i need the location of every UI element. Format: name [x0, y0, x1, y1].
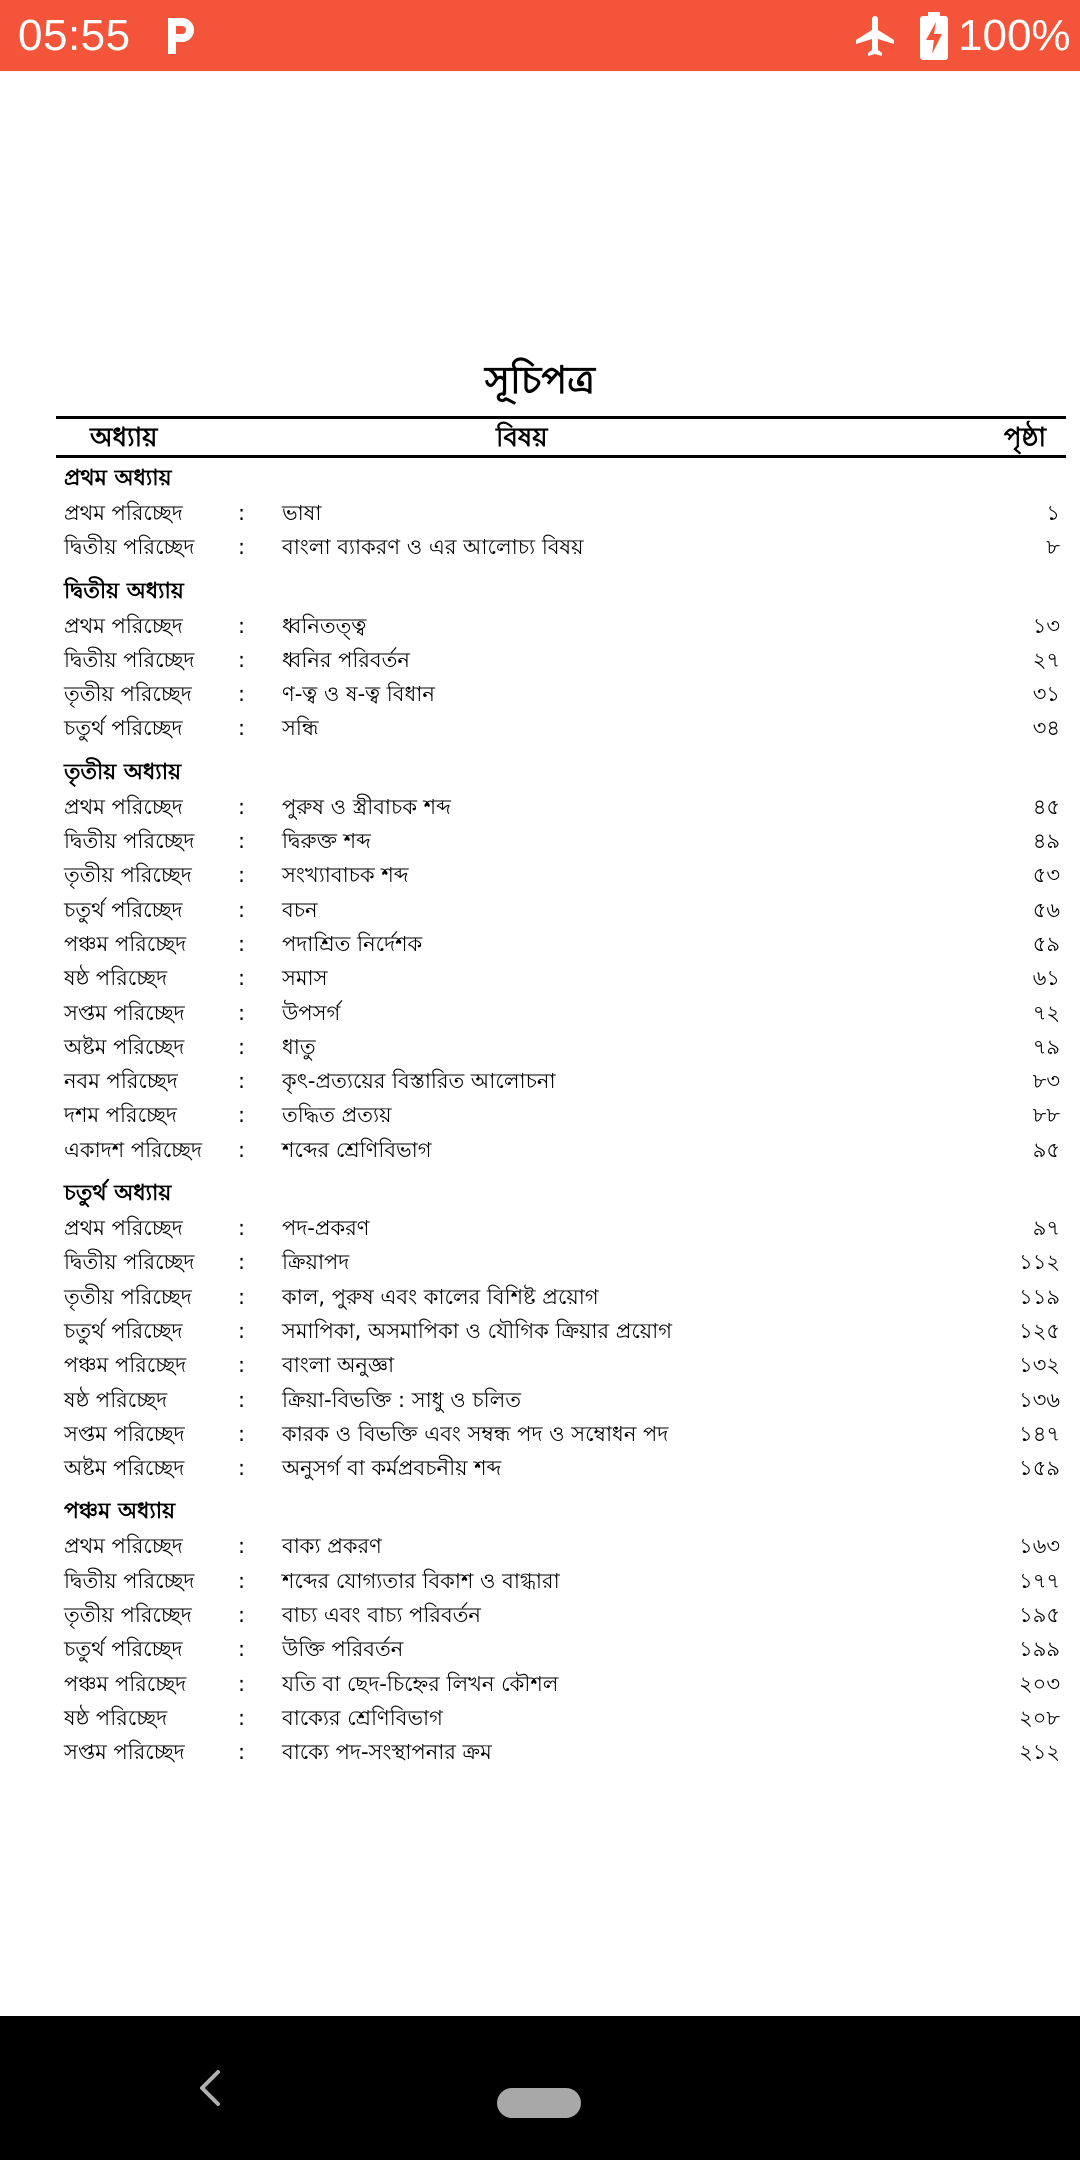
- topic-label: কারক ও বিভক্তি এবং সম্বন্ধ পদ ও সম্বোধন পদ: [282, 1421, 669, 1446]
- page-number: ১: [1046, 501, 1060, 525]
- toc-row[interactable]: [64, 858, 1060, 892]
- separator-colon: :: [238, 1216, 246, 1241]
- toc-row[interactable]: [64, 1701, 1060, 1735]
- page-number: ১৩: [1032, 613, 1060, 638]
- separator-colon: :: [238, 1000, 246, 1025]
- page-number: ৫৬: [1032, 897, 1060, 922]
- separator-colon: :: [238, 647, 246, 672]
- page-number: ৫৩: [1032, 863, 1060, 888]
- header-subject: বিষয়: [496, 423, 548, 453]
- toc-row[interactable]: [64, 711, 1060, 745]
- section-label: প্রথম পরিচ্ছেদ: [64, 613, 183, 638]
- page-number: ১৫৯: [1019, 1456, 1060, 1481]
- chapter-heading: পঞ্চম অধ্যায়: [64, 1499, 176, 1525]
- chapter-block: [64, 462, 1060, 565]
- section-label: প্রথম পরিচ্ছেদ: [64, 501, 183, 525]
- chapter-heading: চতুর্থ অধ্যায়: [64, 1181, 172, 1207]
- page-number: ১১৯: [1019, 1284, 1060, 1309]
- page-title: সূচিপত্র: [484, 358, 596, 402]
- page-number: ২০৮: [1019, 1705, 1060, 1730]
- separator-colon: :: [238, 1740, 246, 1765]
- topic-label: ধাতু: [282, 1034, 316, 1059]
- chapter-block: [64, 756, 1060, 1167]
- topic-label: যতি বা ছেদ-চিহ্নের লিখন কৌশল: [282, 1671, 559, 1696]
- topic-label: ক্রিয়া-বিভক্তি : সাধু ও চলিত: [282, 1387, 522, 1412]
- topic-label: বাংলা ব্যাকরণ ও এর আলোচ্য বিষয়: [282, 535, 584, 560]
- topic-label: পদ-প্রকরণ: [282, 1216, 370, 1241]
- toc-row[interactable]: [64, 1598, 1060, 1632]
- section-label: পঞ্চম পরিচ্ছেদ: [64, 1353, 187, 1378]
- battery-percentage: 100%: [958, 11, 1071, 60]
- section-label: চতুর্থ পরিচ্ছেদ: [64, 716, 183, 741]
- page-number: ৪৫: [1032, 794, 1060, 819]
- toc-row[interactable]: [64, 609, 1060, 643]
- header-chapter: অধ্যায়: [90, 423, 158, 453]
- separator-colon: :: [238, 1637, 246, 1662]
- separator-colon: :: [238, 1103, 246, 1128]
- separator-colon: :: [238, 1387, 246, 1412]
- page-number: ৯৭: [1032, 1216, 1060, 1241]
- page-number: ১৩৬: [1019, 1387, 1060, 1412]
- page-number: ১৩২: [1019, 1353, 1060, 1378]
- section-label: অষ্টম পরিচ্ছেদ: [64, 1034, 185, 1059]
- section-label: চতুর্থ পরিচ্ছেদ: [64, 1318, 183, 1343]
- topic-label: উপসর্গ: [282, 1000, 341, 1025]
- separator-colon: :: [238, 1534, 246, 1559]
- topic-label: পুরুষ ও স্ত্রীবাচক শব্দ: [282, 794, 451, 819]
- app-notification-icon: [160, 14, 198, 58]
- section-label: ষষ্ঠ পরিচ্ছেদ: [64, 966, 168, 991]
- topic-label: সন্ধি: [282, 716, 319, 741]
- page-number: ৪৯: [1032, 829, 1060, 854]
- toc-row[interactable]: [64, 1451, 1060, 1485]
- chapter-heading: প্রথম অধ্যায়: [64, 466, 172, 491]
- toc-row[interactable]: [64, 996, 1060, 1030]
- toc-row[interactable]: [64, 893, 1060, 927]
- toc-row[interactable]: [64, 1133, 1060, 1167]
- status-time: 05:55: [18, 11, 131, 60]
- separator-colon: :: [238, 1568, 246, 1593]
- chapter-block: [64, 1495, 1060, 1769]
- separator-colon: :: [238, 1603, 246, 1628]
- page-number: ৮৮: [1032, 1103, 1060, 1128]
- separator-colon: :: [238, 1069, 246, 1094]
- separator-colon: :: [238, 1318, 246, 1343]
- page-number: ৮৩: [1032, 1069, 1060, 1094]
- toc-row[interactable]: [64, 790, 1060, 824]
- section-label: তৃতীয় পরিচ্ছেদ: [64, 1603, 192, 1628]
- topic-label: সমাপিকা, অসমাপিকা ও যৌগিক ক্রিয়ার প্রয়োগ: [282, 1318, 673, 1343]
- separator-colon: :: [238, 535, 246, 560]
- page-number: ৩১: [1032, 682, 1060, 707]
- topic-label: ধ্বনির পরিবর্তন: [282, 647, 410, 672]
- status-bar: [0, 0, 1080, 71]
- toc-row[interactable]: [64, 1280, 1060, 1314]
- toc-row[interactable]: [64, 1211, 1060, 1245]
- section-label: অষ্টম পরিচ্ছেদ: [64, 1456, 185, 1481]
- page-number: ১৪৭: [1019, 1421, 1060, 1446]
- topic-label: শব্দের শ্রেণিবিভাগ: [282, 1137, 432, 1162]
- separator-colon: :: [238, 829, 246, 854]
- page-number: ৫৯: [1032, 931, 1060, 956]
- header-top-rule: [56, 416, 1066, 419]
- toc-row[interactable]: [64, 1314, 1060, 1348]
- toc-row[interactable]: [64, 961, 1060, 995]
- toc-row[interactable]: [64, 1529, 1060, 1563]
- battery-charging-icon: [920, 12, 948, 60]
- topic-label: কৃৎ-প্রত্যয়ের বিস্তারিত আলোচনা: [282, 1069, 556, 1094]
- topic-label: ক্রিয়াপদ: [282, 1250, 350, 1275]
- separator-colon: :: [238, 1421, 246, 1446]
- page-number: ২৭: [1032, 647, 1060, 672]
- page-number: ৭৯: [1032, 1034, 1060, 1059]
- separator-colon: :: [238, 897, 246, 922]
- topic-label: বাক্যে পদ-সংস্থাপনার ক্রম: [282, 1740, 492, 1765]
- topic-label: কাল, পুরুষ এবং কালের বিশিষ্ট প্রয়োগ: [282, 1284, 599, 1309]
- topic-label: দ্বিরুক্ত শব্দ: [282, 829, 371, 854]
- section-label: সপ্তম পরিচ্ছেদ: [64, 1740, 185, 1765]
- section-label: তৃতীয় পরিচ্ছেদ: [64, 682, 192, 707]
- separator-colon: :: [238, 1456, 246, 1481]
- page-number: ১১২: [1019, 1250, 1060, 1275]
- separator-colon: :: [238, 613, 246, 638]
- toc-row[interactable]: [64, 1417, 1060, 1451]
- topic-label: বাচ্য এবং বাচ্য পরিবর্তন: [282, 1603, 481, 1628]
- section-label: দ্বিতীয় পরিচ্ছেদ: [64, 1250, 195, 1275]
- toc-row[interactable]: [64, 927, 1060, 961]
- separator-colon: :: [238, 1705, 246, 1730]
- page-number: ৯৫: [1032, 1137, 1060, 1162]
- toc-row[interactable]: [64, 496, 1060, 530]
- topic-label: উক্তি পরিবর্তন: [282, 1637, 404, 1662]
- section-label: দশম পরিচ্ছেদ: [64, 1103, 177, 1128]
- section-label: দ্বিতীয় পরিচ্ছেদ: [64, 535, 195, 560]
- separator-colon: :: [238, 1284, 246, 1309]
- back-icon[interactable]: [190, 2066, 230, 2110]
- topic-label: অনুসর্গ বা কর্মপ্রবচনীয় শব্দ: [282, 1456, 502, 1481]
- topic-label: পদাশ্রিত নির্দেশক: [282, 931, 423, 956]
- toc-row[interactable]: [64, 1064, 1060, 1098]
- toc-row[interactable]: [64, 643, 1060, 677]
- chapter-heading: দ্বিতীয় অধ্যায়: [64, 578, 184, 604]
- section-label: চতুর্থ পরিচ্ছেদ: [64, 1637, 183, 1662]
- separator-colon: :: [238, 1671, 246, 1696]
- table-of-contents: [64, 458, 1060, 1780]
- toc-row[interactable]: [64, 1632, 1060, 1666]
- separator-colon: :: [238, 716, 246, 741]
- table-header: [56, 420, 1066, 456]
- toc-row[interactable]: [64, 530, 1060, 564]
- section-label: দ্বিতীয় পরিচ্ছেদ: [64, 829, 195, 854]
- separator-colon: :: [238, 1250, 246, 1275]
- section-label: একাদশ পরিচ্ছেদ: [64, 1137, 203, 1162]
- separator-colon: :: [238, 1034, 246, 1059]
- toc-row[interactable]: [64, 1735, 1060, 1769]
- separator-colon: :: [238, 1353, 246, 1378]
- page-number: ১৭৭: [1019, 1568, 1060, 1593]
- separator-colon: :: [238, 794, 246, 819]
- toc-row[interactable]: [64, 1667, 1060, 1701]
- topic-label: ধ্বনিতত্ত্ব: [282, 613, 367, 638]
- page-number: ৩৪: [1032, 716, 1060, 741]
- topic-label: বচন: [282, 897, 318, 922]
- separator-colon: :: [238, 682, 246, 707]
- chapter-block: [64, 1177, 1060, 1485]
- toc-row[interactable]: [64, 1383, 1060, 1417]
- section-label: পঞ্চম পরিচ্ছেদ: [64, 1671, 187, 1696]
- section-label: তৃতীয় পরিচ্ছেদ: [64, 1284, 192, 1309]
- topic-label: বাক্য প্রকরণ: [282, 1534, 382, 1559]
- section-label: প্রথম পরিচ্ছেদ: [64, 794, 183, 819]
- page-number: ২০৩: [1019, 1671, 1060, 1696]
- section-label: প্রথম পরিচ্ছেদ: [64, 1534, 183, 1559]
- chapter-block: [64, 575, 1060, 746]
- section-label: ষষ্ঠ পরিচ্ছেদ: [64, 1705, 168, 1730]
- page-number: ১৯৫: [1019, 1603, 1060, 1628]
- topic-label: শব্দের যোগ্যতার বিকাশ ও বাগ্ধারা: [282, 1568, 560, 1593]
- separator-colon: :: [238, 1137, 246, 1162]
- page-number: ৮: [1046, 535, 1060, 560]
- page-number: ৬১: [1032, 966, 1060, 991]
- toc-row[interactable]: [64, 1030, 1060, 1064]
- toc-row[interactable]: [64, 1245, 1060, 1279]
- section-label: ষষ্ঠ পরিচ্ছেদ: [64, 1387, 168, 1412]
- toc-row[interactable]: [64, 1098, 1060, 1132]
- topic-label: ভাষা: [282, 501, 322, 525]
- toc-row[interactable]: [64, 1348, 1060, 1382]
- topic-label: বাংলা অনুজ্ঞা: [282, 1353, 395, 1378]
- section-label: প্রথম পরিচ্ছেদ: [64, 1216, 183, 1241]
- page-number: ৭২: [1032, 1000, 1060, 1025]
- chapter-heading: তৃতীয় অধ্যায়: [64, 759, 182, 785]
- separator-colon: :: [238, 501, 246, 525]
- header-page: পৃষ্ঠা: [1003, 423, 1046, 453]
- navigation-bar: [0, 2016, 1080, 2160]
- section-label: তৃতীয় পরিচ্ছেদ: [64, 863, 192, 888]
- toc-row[interactable]: [64, 824, 1060, 858]
- topic-label: বাক্যের শ্রেণিবিভাগ: [282, 1705, 443, 1730]
- separator-colon: :: [238, 863, 246, 888]
- section-label: পঞ্চম পরিচ্ছেদ: [64, 931, 187, 956]
- page-number: ১২৫: [1019, 1318, 1060, 1343]
- toc-row[interactable]: [64, 677, 1060, 711]
- section-label: দ্বিতীয় পরিচ্ছেদ: [64, 1568, 195, 1593]
- topic-label: ণ-ত্ব ও ষ-ত্ব বিধান: [282, 682, 435, 707]
- home-pill-icon[interactable]: [497, 2088, 581, 2118]
- section-label: সপ্তম পরিচ্ছেদ: [64, 1421, 185, 1446]
- section-label: দ্বিতীয় পরিচ্ছেদ: [64, 647, 195, 672]
- topic-label: তদ্ধিত প্রত্যয়: [282, 1103, 392, 1128]
- section-label: নবম পরিচ্ছেদ: [64, 1069, 178, 1094]
- topic-label: সমাস: [282, 966, 328, 991]
- section-label: চতুর্থ পরিচ্ছেদ: [64, 897, 183, 922]
- topic-label: সংখ্যাবাচক শব্দ: [282, 863, 409, 888]
- airplane-mode-icon: [852, 12, 900, 60]
- page-number: ১৬৩: [1019, 1534, 1060, 1559]
- page-number: ২১২: [1019, 1740, 1060, 1765]
- separator-colon: :: [238, 931, 246, 956]
- page-number: ১৯৯: [1019, 1637, 1060, 1662]
- toc-row[interactable]: [64, 1564, 1060, 1598]
- separator-colon: :: [238, 966, 246, 991]
- section-label: সপ্তম পরিচ্ছেদ: [64, 1000, 185, 1025]
